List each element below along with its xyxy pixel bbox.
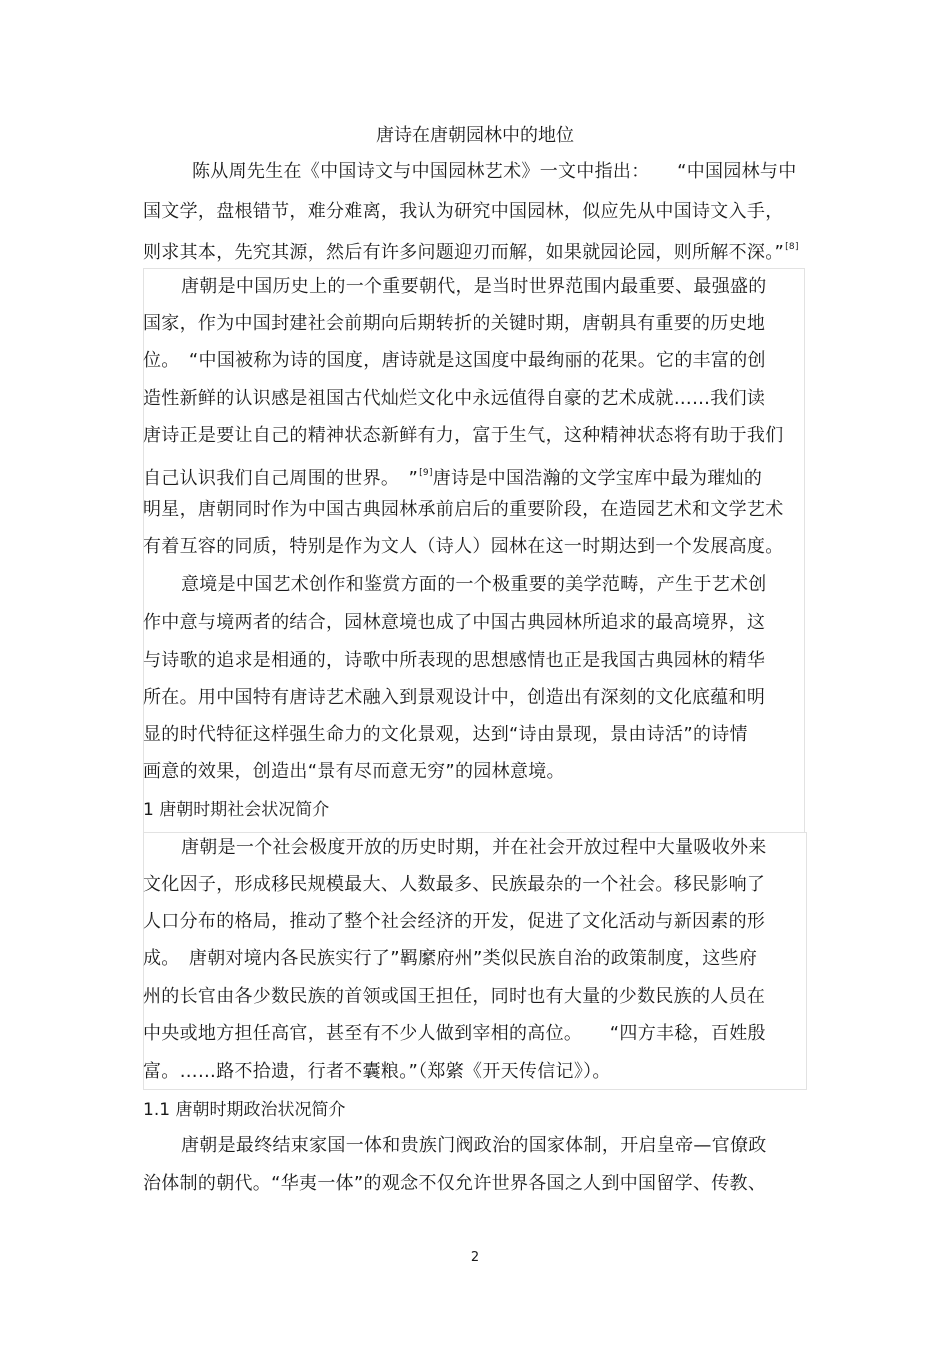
para1-line-3: 位。 “中国被称为诗的国度，唐诗就是这国度中最绚丽的花果。它的丰富的创 bbox=[143, 350, 766, 371]
section-heading-1-1: 1.1 唐朝时期政治状况简介 bbox=[143, 1100, 346, 1120]
page-title: 唐诗在唐朝园林中的地位 bbox=[376, 125, 574, 146]
para1-line-1: 唐朝是中国历史上的一个重要朝代，是当时世界范围内最重要、最强盛的 bbox=[181, 276, 767, 297]
section1-1-line-2: 治体制的朝代。“华夷一体”的观念不仅允许世界各国之人到中国留学、传教、 bbox=[143, 1173, 767, 1194]
para1-line-6-text-a: 自己认识我们自己周围的世界。 ” bbox=[143, 468, 419, 489]
page-number: 2 bbox=[470, 1250, 480, 1265]
section1-1-line-1: 唐朝是最终结束家国一体和贵族门阀政治的国家体制，开启皇帝—官僚政 bbox=[181, 1135, 767, 1156]
para1-line-8: 有着互容的同质，特别是作为文人（诗人）园林在这一时期达到一个发展高度。 bbox=[143, 536, 784, 557]
intro-line-2: 国文学，盘根错节，难分难离，我认为研究中国园林，似应先从中国诗文入手， bbox=[143, 201, 784, 222]
para1-line-6-text-b: 唐诗是中国浩瀚的文学宝库中最为璀灿的 bbox=[432, 468, 763, 489]
section1-line-1: 唐朝是一个社会极度开放的历史时期，并在社会开放过程中大量吸收外来 bbox=[181, 837, 767, 858]
para1-line-4: 造性新鲜的认识感是祖国古代灿烂文化中永远值得自豪的艺术成就……我们读 bbox=[143, 388, 766, 409]
section1-line-4: 成。 唐朝对境内各民族实行了”羁縻府州”类似民族自治的政策制度，这些府 bbox=[143, 948, 758, 969]
intro-line-3-text: 则求其本，先究其源，然后有许多问题迎刃而解，如果就园论园，则所解不深。” bbox=[143, 242, 785, 263]
para2-line-4: 所在。用中国特有唐诗艺术融入到景观设计中，创造出有深刻的文化底蕴和明 bbox=[143, 687, 766, 708]
para2-line-3: 与诗歌的追求是相通的，诗歌中所表现的思想感情也正是我国古典园林的精华 bbox=[143, 650, 766, 671]
section1-line-2: 文化因子，形成移民规模最大、人数最多、民族最杂的一个社会。移民影响了 bbox=[143, 874, 766, 895]
section-heading-1: 1 唐朝时期社会状况简介 bbox=[143, 800, 330, 820]
section1-line-7: 富。……路不拾遗，行者不囊粮。”（郑綮《开天传信记》）。 bbox=[143, 1061, 611, 1082]
para2-line-6: 画意的效果，创造出“景有尽而意无穷”的园林意境。 bbox=[143, 761, 565, 782]
citation-ref-8: [8] bbox=[785, 242, 799, 252]
para1-line-2: 国家，作为中国封建社会前期向后期转折的关键时期，唐朝具有重要的历史地 bbox=[143, 313, 766, 334]
para1-line-5: 唐诗正是要让自己的精神状态新鲜有力，富于生气，这种精神状态将有助于我们 bbox=[143, 425, 784, 446]
para1-line-6 bbox=[143, 462, 762, 490]
para1-line-7: 明星，唐朝同时作为中国古典园林承前启后的重要阶段，在造园艺术和文学艺术 bbox=[143, 499, 784, 520]
citation-ref-9: [9] bbox=[419, 468, 433, 478]
para2-line-2: 作中意与境两者的结合，园林意境也成了中国古典园林所追求的最高境界，这 bbox=[143, 612, 766, 633]
section1-line-6: 中央或地方担任高官，甚至有不少人做到宰相的高位。 “四方丰稔，百姓殷 bbox=[143, 1023, 766, 1044]
intro-line-1: 陈从周先生在《中国诗文与中国园林艺术》一文中指出： “中国园林与中 bbox=[192, 161, 797, 182]
section1-line-3: 人口分布的格局，推动了整个社会经济的开发，促进了文化活动与新因素的形 bbox=[143, 911, 766, 932]
para2-line-1: 意境是中国艺术创作和鉴赏方面的一个极重要的美学范畴，产生于艺术创 bbox=[181, 574, 767, 595]
para2-line-5: 显的时代特征这样强生命力的文化景观，达到“诗由景现，景由诗活”的诗情 bbox=[143, 724, 748, 745]
section1-line-5: 州的长官由各少数民族的首领或国王担任，同时也有大量的少数民族的人员在 bbox=[143, 986, 766, 1007]
intro-line-3 bbox=[143, 236, 799, 264]
